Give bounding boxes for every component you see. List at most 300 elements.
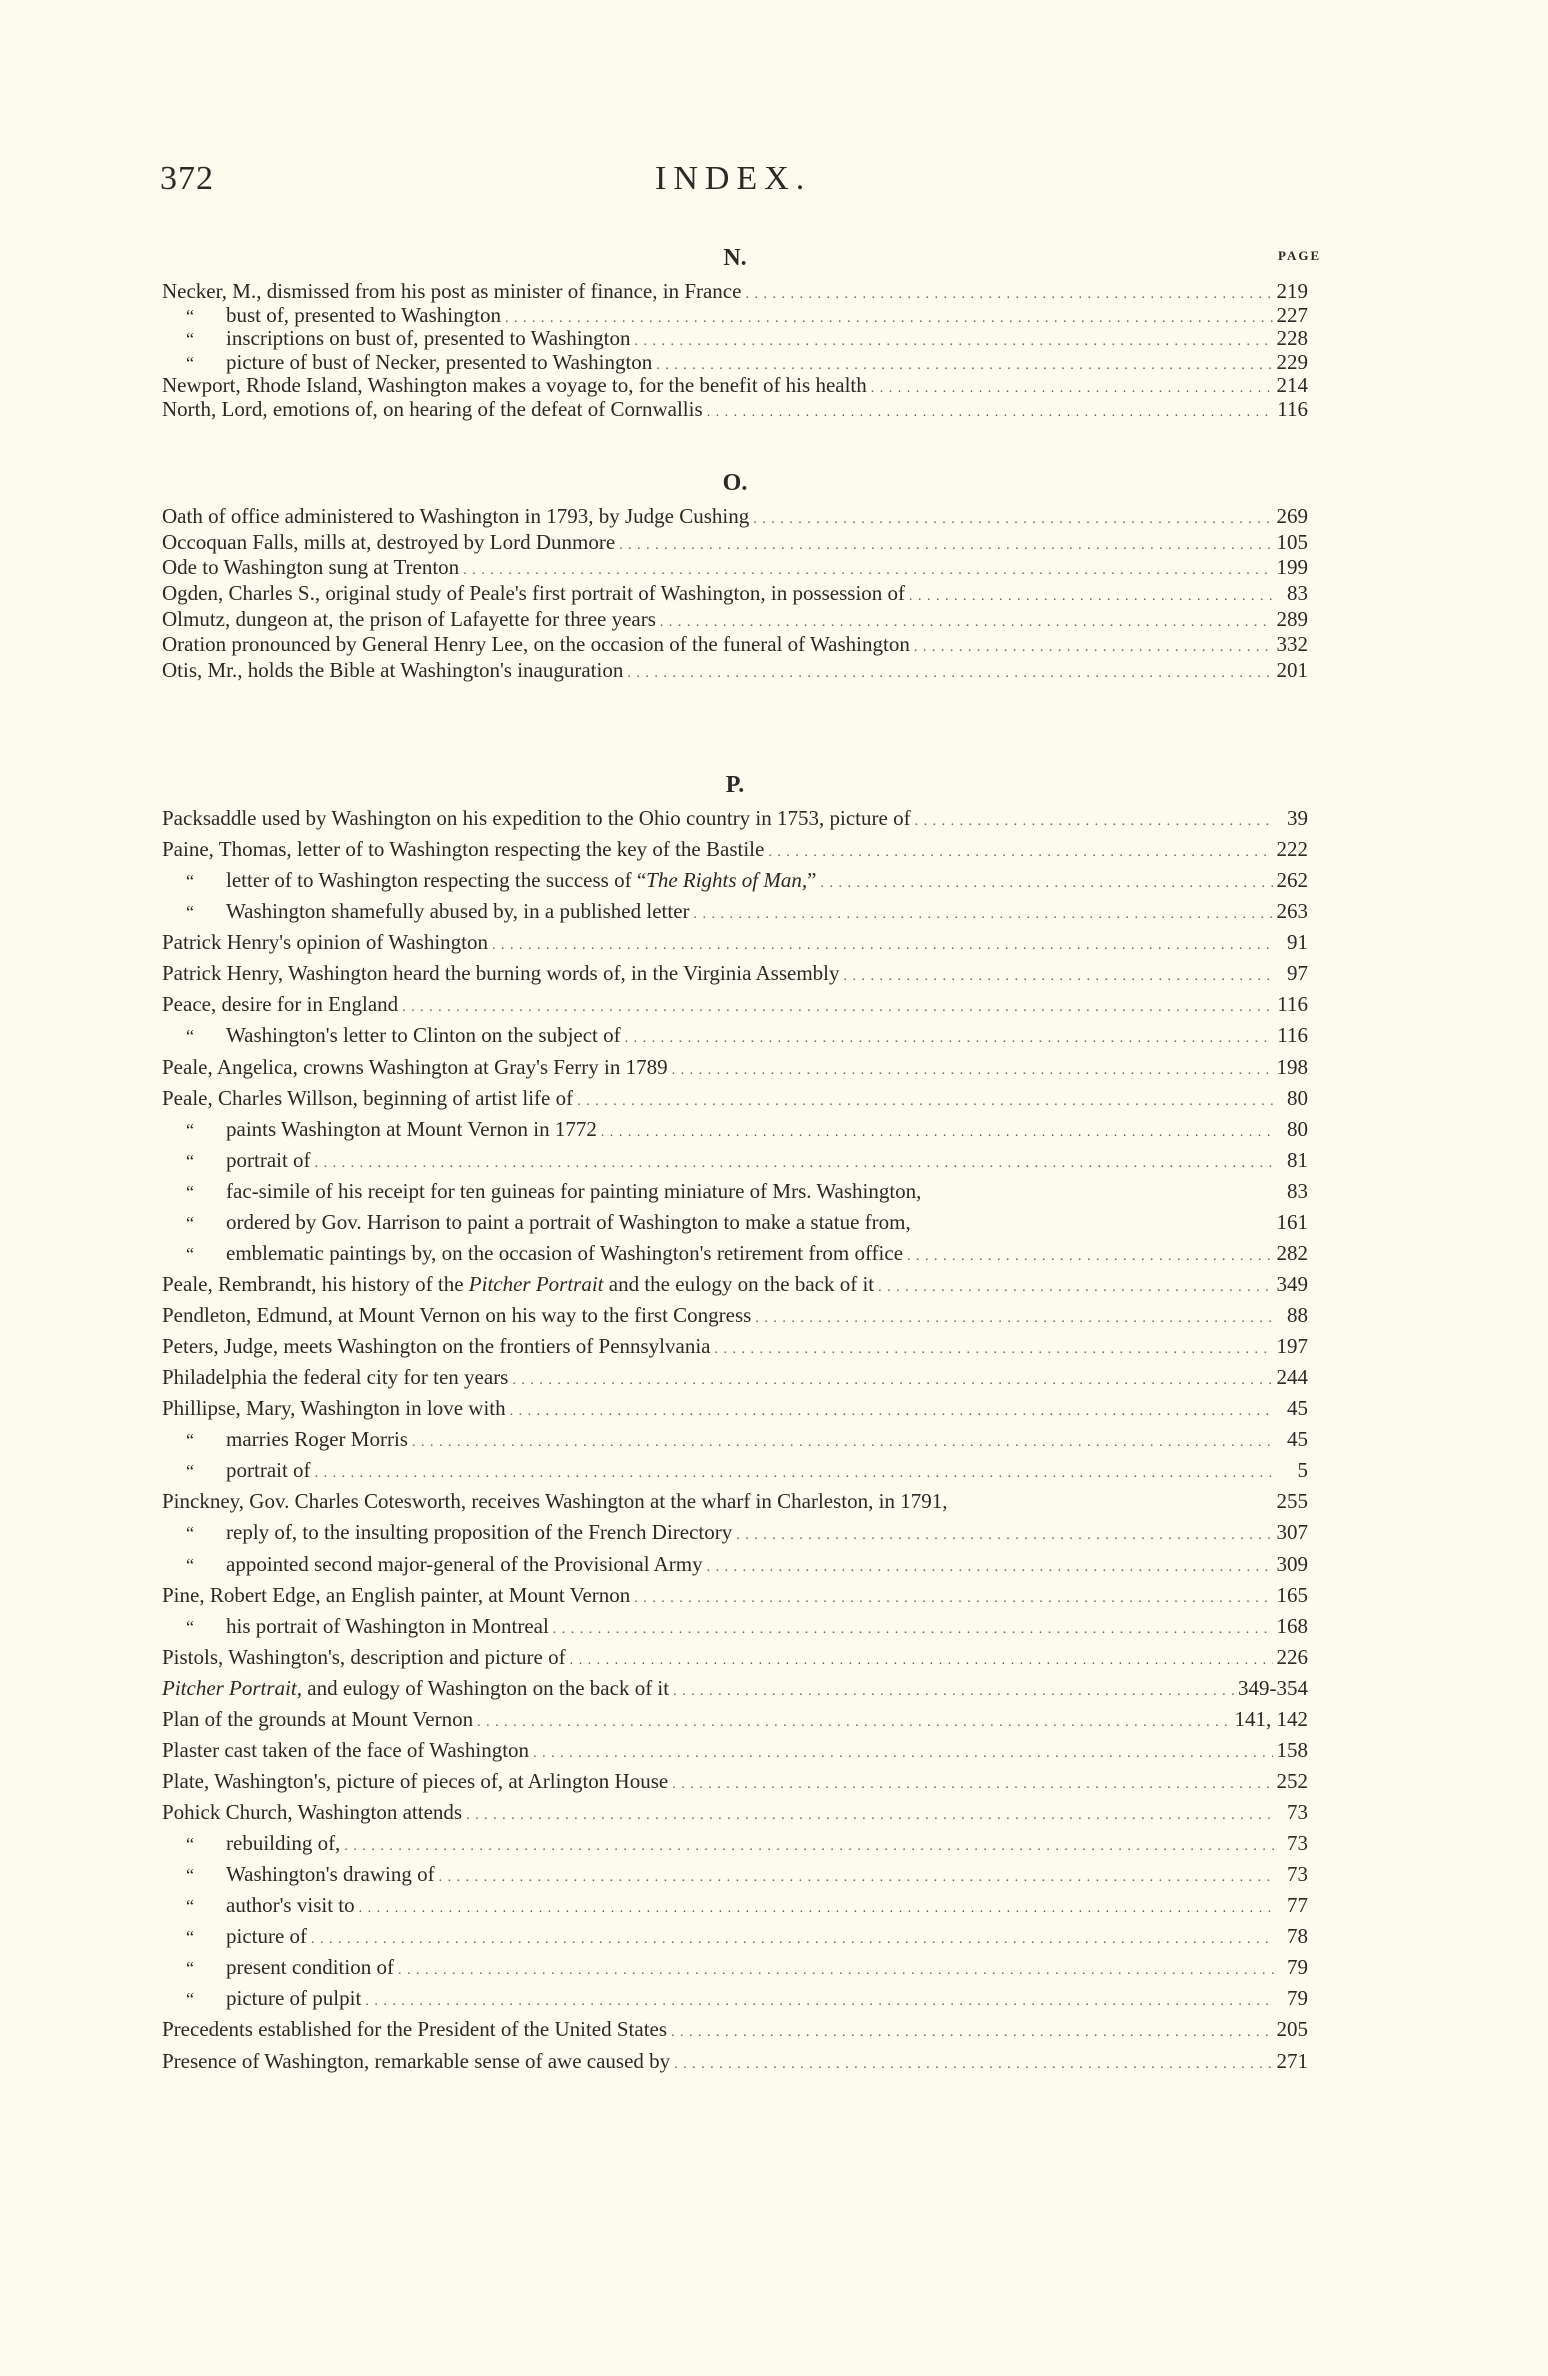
page-reference: 307 (1276, 1520, 1308, 1545)
index-subentry (162, 1117, 1308, 1148)
entry-label: his portrait of Washington in Montreal (226, 1613, 549, 1638)
dot-leader (915, 806, 1274, 831)
entry-label: Olmutz, dungeon at, the prison of Lafayette for three years (162, 606, 656, 631)
index-entry (162, 1645, 1308, 1676)
page-reference: 197 (1276, 1334, 1308, 1359)
page-reference: 80 (1287, 1085, 1308, 1110)
entry-text (162, 555, 459, 580)
entry-text (162, 1334, 711, 1359)
dot-leader (627, 658, 1272, 683)
index-entry (162, 555, 1308, 581)
page-reference: 39 (1287, 806, 1308, 830)
entry-text (162, 1583, 630, 1608)
index-entry (162, 1303, 1308, 1334)
entry-text (226, 303, 501, 328)
entry-text (162, 530, 615, 555)
page-reference: 105 (1276, 529, 1308, 554)
index-entry (162, 1365, 1308, 1396)
index-subentry (162, 1023, 1308, 1054)
page-reference: 73 (1287, 1831, 1308, 1856)
entry-label: letter of to Washington respecting the success of “ (226, 868, 647, 893)
dot-leader (736, 1520, 1272, 1545)
index-entry (162, 2049, 1308, 2080)
entry-label: Pine, Robert Edge, an English painter, at Mount Vernon (162, 1582, 631, 1607)
page-reference: 201 (1276, 658, 1308, 683)
page-reference: 219 (1276, 279, 1308, 303)
dot-leader (844, 961, 1274, 986)
index-subentry (162, 350, 1308, 374)
entry-label: bust of, presented to Washington (226, 302, 501, 327)
page-reference: 45 (1287, 1427, 1308, 1452)
entry-text (226, 326, 630, 351)
running-header (0, 160, 1548, 263)
entry-text (162, 930, 488, 955)
page-reference: 289 (1276, 606, 1308, 631)
entry-text (162, 1489, 947, 1514)
index-subentry (162, 1241, 1308, 1272)
entry-label: picture of bust of Necker, presented to Washington (226, 349, 653, 374)
page-reference: 83 (1287, 1178, 1308, 1203)
index-subentry (162, 1924, 1308, 1955)
page-reference: 91 (1287, 930, 1308, 955)
page-reference: 227 (1276, 302, 1308, 327)
entry-label: marries Roger Morris (226, 1427, 408, 1452)
entry-label: Oration pronounced by General Henry Lee, on the occasion of the funeral of Washington (162, 632, 910, 657)
ditto-mark: “ (186, 305, 194, 326)
entry-text (162, 992, 398, 1017)
ditto-mark: “ (186, 1958, 194, 1979)
ditto-mark: “ (186, 902, 194, 923)
dot-leader (694, 899, 1273, 924)
ditto-mark: “ (186, 1834, 194, 1855)
entry-text (226, 1552, 703, 1577)
entry-label: Peale, Charles Willson, beginning of artist life of (162, 1085, 574, 1110)
dot-leader (755, 1303, 1274, 1328)
entry-text (226, 1023, 621, 1048)
page-reference: 79 (1287, 1955, 1308, 1980)
entry-text (162, 1303, 751, 1328)
entry-text (226, 1210, 911, 1235)
index-entry (162, 992, 1308, 1023)
entry-text (226, 1241, 903, 1266)
dot-leader (412, 1427, 1274, 1452)
page-reference: 228 (1276, 326, 1308, 350)
entry-text (226, 1614, 549, 1639)
index-entry (162, 1583, 1308, 1614)
index-entry (162, 806, 1308, 837)
ditto-mark: “ (186, 1212, 194, 1233)
dot-leader (492, 930, 1274, 955)
ditto-mark: “ (186, 1989, 194, 2010)
page-reference: 255 (1276, 1489, 1308, 1514)
dot-leader (619, 530, 1272, 555)
entry-label: Ode to Washington sung at Trenton (162, 555, 460, 580)
page-reference: 81 (1287, 1147, 1308, 1172)
page-reference: 198 (1276, 1054, 1308, 1079)
ditto-mark: “ (186, 1119, 194, 1140)
entry-text (226, 1924, 307, 1949)
entry-text (162, 1676, 669, 1701)
ditto-mark: “ (186, 1243, 194, 1264)
entry-text (226, 1117, 597, 1142)
entry-text (162, 504, 749, 529)
entry-label: Patrick Henry, Washington heard the burning words of, in the Virginia Assembly (162, 961, 840, 986)
page-column-label: PAGE (1278, 248, 1322, 263)
dot-leader (672, 1769, 1272, 1794)
entry-label: Washington's drawing of (226, 1862, 435, 1887)
section-letter: N. (723, 245, 747, 271)
index-subentry (162, 326, 1308, 350)
entry-label-end: and the eulogy on the back of it (603, 1271, 875, 1296)
dot-leader (707, 1552, 1273, 1577)
index-entry (162, 1055, 1308, 1086)
dot-leader (577, 1086, 1274, 1111)
ditto-mark: “ (186, 1181, 194, 1202)
entry-text (162, 1769, 668, 1794)
dot-leader (878, 1272, 1272, 1297)
index-entry (162, 607, 1308, 633)
entry-label: appointed second major-general of the Provisional Army (226, 1551, 703, 1576)
entry-text (226, 1893, 355, 1918)
ditto-mark: “ (186, 352, 194, 373)
index-entry (162, 373, 1308, 397)
dot-leader (359, 1893, 1274, 1918)
ditto-mark: “ (186, 1927, 194, 1948)
index-entry (162, 632, 1308, 658)
entry-text (226, 1831, 340, 1856)
ditto-mark: “ (186, 1461, 194, 1482)
entry-text (162, 1396, 506, 1421)
dot-leader (463, 555, 1272, 580)
entry-text (162, 2049, 670, 2074)
dot-leader (625, 1023, 1274, 1048)
dot-leader (715, 1334, 1273, 1359)
entry-italic-title: Pitcher Portrait (468, 1271, 604, 1296)
entry-label: Peale, Rembrandt, his history of the (162, 1271, 469, 1296)
page-reference: 244 (1276, 1365, 1308, 1390)
index-entry (162, 2017, 1308, 2048)
ditto-mark: “ (186, 1026, 194, 1047)
entry-label: Precedents established for the President of the United States (162, 2017, 668, 2042)
dot-leader (533, 1738, 1272, 1763)
entry-text (162, 1086, 573, 1111)
index-subentry (162, 1986, 1308, 2017)
entry-label: Pistols, Washington's, description and picture of (162, 1644, 566, 1669)
dot-leader (601, 1117, 1274, 1142)
dot-leader (660, 607, 1273, 632)
index-entry (162, 530, 1308, 556)
index-section-p (162, 772, 1308, 2080)
dot-leader (315, 1148, 1274, 1173)
entry-text (162, 837, 764, 862)
index-entry (162, 1272, 1308, 1303)
entry-text (162, 1738, 529, 1763)
index-section-n (162, 245, 1308, 420)
page-reference: 79 (1287, 1986, 1308, 2011)
page-reference: 229 (1276, 349, 1308, 374)
ditto-mark: “ (186, 1523, 194, 1544)
dot-leader (907, 1241, 1272, 1266)
dot-leader (510, 1396, 1274, 1421)
entry-text (226, 350, 652, 375)
index-subentry (162, 1520, 1308, 1551)
dot-leader (753, 504, 1272, 529)
ditto-mark: “ (186, 871, 194, 892)
entry-label: emblematic paintings by, on the occasion of Washington's retirement from office (226, 1240, 904, 1265)
entry-label: Pendleton, Edmund, at Mount Vernon on his way to the first Congress (162, 1303, 752, 1327)
entry-text (226, 1179, 921, 1204)
entry-label: ordered by Gov. Harrison to paint a portrait of Washington to make a statue from, (226, 1209, 911, 1234)
entry-text (162, 1055, 668, 1080)
page-reference: 5 (1297, 1458, 1308, 1483)
entry-label: reply of, to the insulting proposition of the French Directory (226, 1520, 733, 1545)
index-entry (162, 504, 1308, 530)
dot-leader (707, 397, 1274, 422)
index-entry (162, 1738, 1308, 1769)
entry-label: inscriptions on bust of, presented to Washington (226, 326, 631, 350)
entry-label: Peace, desire for in England (162, 992, 399, 1017)
entry-text (226, 1458, 311, 1483)
dot-leader (311, 1924, 1274, 1949)
index-entry (162, 1769, 1308, 1800)
entry-italic-title: The Rights of Man, (646, 868, 808, 893)
index-entry (162, 1396, 1308, 1427)
entry-label: Occoquan Falls, mills at, destroyed by Lord Dunmore (162, 529, 616, 554)
index-subentry (162, 1831, 1308, 1862)
page-reference: 252 (1276, 1768, 1308, 1793)
entry-text (162, 397, 703, 422)
entry-label: Peters, Judge, meets Washington on the frontiers of Pennsylvania (162, 1334, 711, 1359)
index-entry (162, 1334, 1308, 1365)
entry-label-end: ” (807, 868, 817, 893)
entry-label: Oath of office administered to Washington in 1793, by Judge Cushing (162, 504, 750, 528)
entry-label: author's visit to (226, 1893, 355, 1918)
dot-leader (505, 303, 1273, 328)
entry-label: Peale, Angelica, crowns Washington at Gray's Ferry in 1789 (162, 1054, 668, 1079)
page-reference: 73 (1287, 1800, 1308, 1824)
entry-text (162, 1272, 874, 1297)
ditto-mark: “ (186, 1430, 194, 1451)
index-entry (162, 1489, 1308, 1520)
page-reference: 73 (1287, 1862, 1308, 1887)
entry-label: Plan of the grounds at Mount Vernon (162, 1706, 474, 1731)
index-subentry (162, 868, 1308, 899)
entry-text (226, 1148, 311, 1173)
page-reference: 77 (1287, 1893, 1308, 1918)
index-subentry (162, 1427, 1308, 1458)
page-reference: 88 (1287, 1303, 1308, 1327)
entry-text (162, 961, 840, 986)
page-reference: 141, 142 (1234, 1706, 1308, 1731)
dot-leader (745, 279, 1272, 304)
page-reference: 309 (1276, 1551, 1308, 1576)
page-reference: 271 (1276, 2048, 1308, 2073)
ditto-mark: “ (186, 1554, 194, 1575)
entry-text (226, 1862, 435, 1887)
dot-leader (402, 992, 1273, 1017)
entry-text (226, 1955, 394, 1980)
dot-leader (634, 326, 1272, 351)
index-section-o (162, 470, 1308, 684)
page-reference: 263 (1276, 899, 1308, 924)
entry-label: Phillipse, Mary, Washington in love with (162, 1396, 506, 1421)
ditto-mark: “ (186, 329, 194, 349)
dot-leader (439, 1862, 1274, 1887)
page-reference: 165 (1276, 1582, 1308, 1607)
entry-label: portrait of (226, 1147, 311, 1172)
entry-text (162, 1365, 508, 1390)
entry-label: Ogden, Charles S., original study of Peale's first portrait of Washington, in possession of (162, 581, 906, 606)
page-reference: 226 (1276, 1644, 1308, 1669)
dot-leader (553, 1614, 1273, 1639)
page-reference: 349-354 (1238, 1675, 1308, 1700)
dot-leader (656, 350, 1272, 375)
dot-leader (768, 837, 1272, 862)
page-reference: 214 (1276, 373, 1308, 397)
entry-label: picture of pulpit (226, 1986, 362, 2011)
entry-label: Pohick Church, Washington attends (162, 1800, 463, 1824)
page-reference: 349 (1276, 1271, 1308, 1296)
page-reference: 161 (1276, 1209, 1308, 1234)
dot-leader (674, 2049, 1272, 2074)
entry-label: Washington's letter to Clinton on the subject of (226, 1023, 621, 1048)
dot-leader (477, 1707, 1230, 1732)
index-entry (162, 1707, 1308, 1738)
section-letter: P. (725, 772, 745, 798)
page-reference: 199 (1276, 555, 1308, 580)
ditto-mark: “ (186, 1865, 194, 1886)
index-entry (162, 1086, 1308, 1117)
entry-text (162, 279, 741, 304)
dot-leader (344, 1831, 1274, 1856)
entry-text (162, 1707, 473, 1732)
page-reference: 80 (1287, 1116, 1308, 1141)
entry-label: Washington shamefully abused by, in a published letter (226, 899, 690, 924)
dot-leader (673, 1676, 1234, 1701)
dot-leader (634, 1583, 1272, 1608)
page-reference: 83 (1287, 581, 1308, 606)
entry-text (162, 2017, 667, 2042)
dot-leader (466, 1800, 1274, 1825)
index-subentry (162, 1893, 1308, 1924)
ditto-mark: “ (186, 1616, 194, 1637)
index-subentry (162, 303, 1308, 327)
entry-label-end: and eulogy of Washington on the back of it (302, 1675, 670, 1700)
index-subentry (162, 1862, 1308, 1893)
index-entry (162, 397, 1308, 421)
entry-text (226, 868, 816, 893)
entry-label: Plate, Washington's, picture of pieces of, at Arlington House (162, 1768, 669, 1793)
entry-label: Philadelphia the federal city for ten years (162, 1365, 509, 1390)
dot-leader (512, 1365, 1272, 1390)
section-letter: O. (722, 470, 748, 496)
entry-label: portrait of (226, 1458, 311, 1483)
dot-leader (671, 2017, 1272, 2042)
entry-label: Plaster cast taken of the face of Washington (162, 1737, 530, 1762)
dot-leader (672, 1055, 1273, 1080)
page-reference: 269 (1276, 504, 1308, 528)
entry-text (226, 1520, 732, 1545)
page-reference: 116 (1277, 1023, 1308, 1048)
index-subentry (162, 1210, 1308, 1241)
page-title: INDEX. (655, 160, 812, 197)
entry-text (162, 581, 905, 606)
page-reference: 262 (1276, 868, 1308, 893)
entry-label: Otis, Mr., holds the Bible at Washington's inauguration (162, 658, 624, 683)
entry-label: fac-simile of his receipt for ten guineas for painting miniature of Mrs. Washington, (226, 1178, 922, 1203)
page-reference: 282 (1276, 1240, 1308, 1265)
entry-label: Newport, Rhode Island, Washington makes a voyage to, for the benefit of his health (162, 373, 867, 397)
dot-leader (914, 632, 1273, 657)
dot-leader (315, 1458, 1274, 1483)
index-entry (162, 961, 1308, 992)
page-reference: 222 (1276, 837, 1308, 862)
entry-label: present condition of (226, 1955, 394, 1980)
page-reference: 158 (1276, 1737, 1308, 1762)
page-reference: 97 (1287, 961, 1308, 986)
index-entry (162, 1800, 1308, 1831)
entry-label: North, Lord, emotions of, on hearing of the defeat of Cornwallis (162, 396, 703, 421)
entry-text (226, 1986, 361, 2011)
page-reference: 116 (1277, 992, 1308, 1017)
index-entry (162, 1676, 1308, 1707)
index-subentry (162, 1614, 1308, 1645)
index-entry (162, 837, 1308, 868)
entry-text (162, 373, 867, 398)
index-entry (162, 930, 1308, 961)
dot-leader (820, 868, 1272, 893)
entry-label: Paine, Thomas, letter of to Washington respecting the key of the Bastile (162, 837, 765, 862)
index-subentry (162, 1955, 1308, 1986)
entry-label: rebuilding of, (226, 1831, 341, 1856)
index-subentry (162, 1552, 1308, 1583)
index-entry (162, 279, 1308, 303)
entry-text (162, 1800, 462, 1825)
entry-italic-title: Pitcher Portrait, (162, 1675, 302, 1700)
entry-label: Necker, M., dismissed from his post as minister of finance, in France (162, 279, 742, 303)
entry-label: Pinckney, Gov. Charles Cotesworth, receives Washington at the wharf in Charleston, in 1791, (162, 1489, 948, 1514)
dot-leader (570, 1645, 1273, 1670)
index-subentry (162, 1179, 1308, 1210)
entry-label: Presence of Washington, remarkable sense of awe caused by (162, 2048, 671, 2073)
entry-text (162, 658, 623, 683)
dot-leader (909, 581, 1274, 606)
index-entry (162, 581, 1308, 607)
entry-label: Packsaddle used by Washington on his expedition to the Ohio country in 1753, picture of (162, 806, 911, 830)
page-number: 372 (160, 160, 214, 197)
entry-label: picture of (226, 1924, 308, 1949)
dot-leader (871, 373, 1273, 398)
index-entry (162, 658, 1308, 684)
index-subentry (162, 1148, 1308, 1179)
ditto-mark: “ (186, 1150, 194, 1171)
entry-text (226, 899, 690, 924)
entry-text (226, 1427, 408, 1452)
entry-text (162, 806, 911, 831)
ditto-mark: “ (186, 1896, 194, 1917)
entry-text (162, 1645, 566, 1670)
page-reference: 45 (1287, 1396, 1308, 1421)
entry-label: paints Washington at Mount Vernon in 1772 (226, 1116, 597, 1141)
page-reference: 78 (1287, 1924, 1308, 1949)
page-reference: 116 (1277, 396, 1308, 421)
page-reference: 332 (1276, 632, 1308, 657)
entry-text (162, 607, 656, 632)
entry-text (162, 632, 910, 657)
page-reference: 205 (1276, 2017, 1308, 2042)
index-subentry (162, 1458, 1308, 1489)
entry-label: Patrick Henry's opinion of Washington (162, 930, 489, 955)
